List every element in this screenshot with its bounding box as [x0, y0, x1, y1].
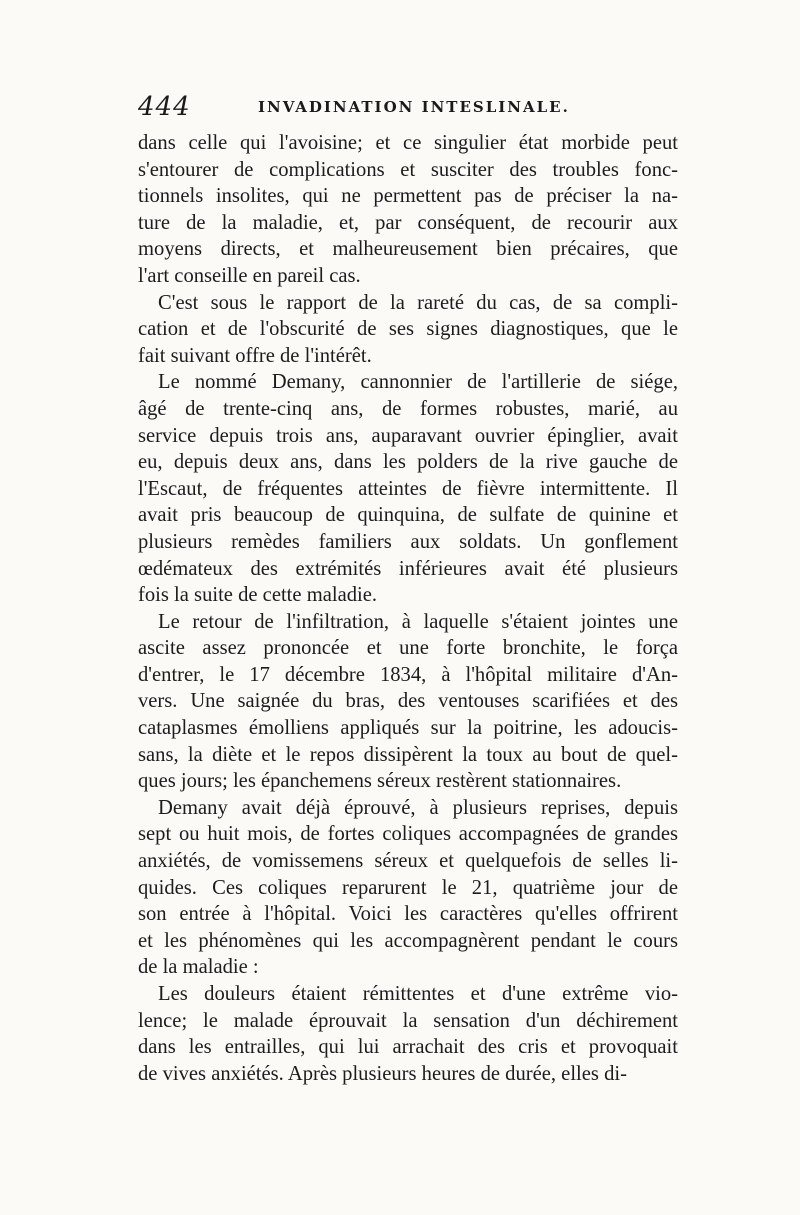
text-line: vers. Une saignée du bras, des ventouses scarifiées et des [138, 690, 678, 713]
text-line: plusieurs remèdes familiers aux soldats. Un gonflement [138, 530, 678, 553]
text-line: ascite assez prononcée et une forte bronchite, le força [138, 637, 678, 660]
text-line: cation et de l'obscurité de ses signes diagnostiques, que le [138, 318, 678, 341]
text-line: et les phénomènes qui les accompagnèrent pendant le cours [138, 929, 678, 952]
text-line: C'est sous le rapport de la rareté du cas, de sa compli- [158, 291, 678, 314]
paragraph [138, 130, 678, 290]
text-line: son entrée à l'hôpital. Voici les caractères qu'elles offrirent [138, 903, 678, 926]
body-text [138, 130, 678, 1087]
text-line: sans, la diète et le repos dissipèrent la toux au bout de quel- [138, 743, 678, 766]
text-line: Les douleurs étaient rémittentes et d'une extrême vio- [158, 983, 678, 1005]
text-line: moyens directs, et malheureusement bien précaires, que [138, 238, 678, 261]
text-line: s'entourer de complications et susciter des troubles fonc- [138, 158, 678, 181]
text-line: de vives anxiétés. Après plusieurs heures de durée, elles di- [138, 1062, 627, 1085]
text-line: de la maladie : [138, 956, 259, 979]
text-line: sept ou huit mois, de fortes coliques accompagnées de grandes [138, 823, 678, 846]
text-line: Le nommé Demany, cannonnier de l'artillerie de siége, [158, 371, 678, 394]
text-line: cataplasmes émolliens appliqués sur la poitrine, les adoucis- [138, 717, 678, 740]
text-line: ture de la maladie, et, par conséquent, de recourir aux [138, 211, 678, 234]
paragraph [138, 795, 678, 981]
text-line: Demany avait déjà éprouvé, à plusieurs reprises, depuis [158, 796, 678, 819]
paragraph [138, 369, 678, 608]
text-line: eu, depuis deux ans, dans les polders de la rive gauche de [138, 451, 678, 474]
running-title: INVADINATION INTESLINALE. [258, 98, 570, 116]
page-header [138, 92, 678, 122]
text-line: ques jours; les épanchemens séreux restèrent stationnaires. [138, 770, 622, 793]
paragraph [138, 290, 678, 370]
text-line: fait suivant offre de l'intérêt. [138, 344, 372, 367]
text-line: l'Escaut, de fréquentes atteintes de fièvre intermittente. Il [138, 477, 678, 500]
text-line: service depuis trois ans, auparavant ouvrier épinglier, avait [138, 424, 678, 447]
text-line: fois la suite de cette maladie. [138, 584, 378, 607]
text-line: avait pris beaucoup de quinquina, de sulfate de quinine et [138, 504, 678, 527]
text-line: dans celle qui l'avoisine; et ce singulier état morbide peut [138, 132, 678, 154]
text-line: quides. Ces coliques reparurent le 21, quatrième jour de [138, 876, 678, 899]
text-line: dans les entrailles, qui lui arrachait des cris et provoquait [138, 1036, 678, 1059]
text-line: d'entrer, le 17 décembre 1834, à l'hôpital militaire d'An- [138, 663, 678, 686]
paragraph [138, 609, 678, 795]
text-line: tionnels insolites, qui ne permettent pas de préciser la na- [138, 185, 678, 208]
text-line: œdémateux des extrémités inférieures avait été plusieurs [138, 557, 678, 580]
text-line: Le retour de l'infiltration, à laquelle s'étaient jointes une [158, 610, 678, 633]
text-line: âgé de trente-cinq ans, de formes robustes, marié, au [138, 397, 678, 420]
page-number: 444 [138, 92, 191, 122]
text-line: anxiétés, de vomissemens séreux et quelquefois de selles li- [138, 850, 678, 873]
text-line: l'art conseille en pareil cas. [138, 264, 361, 287]
text-line: lence; le malade éprouvait la sensation d'un déchirement [138, 1009, 678, 1032]
paragraph [138, 981, 678, 1087]
